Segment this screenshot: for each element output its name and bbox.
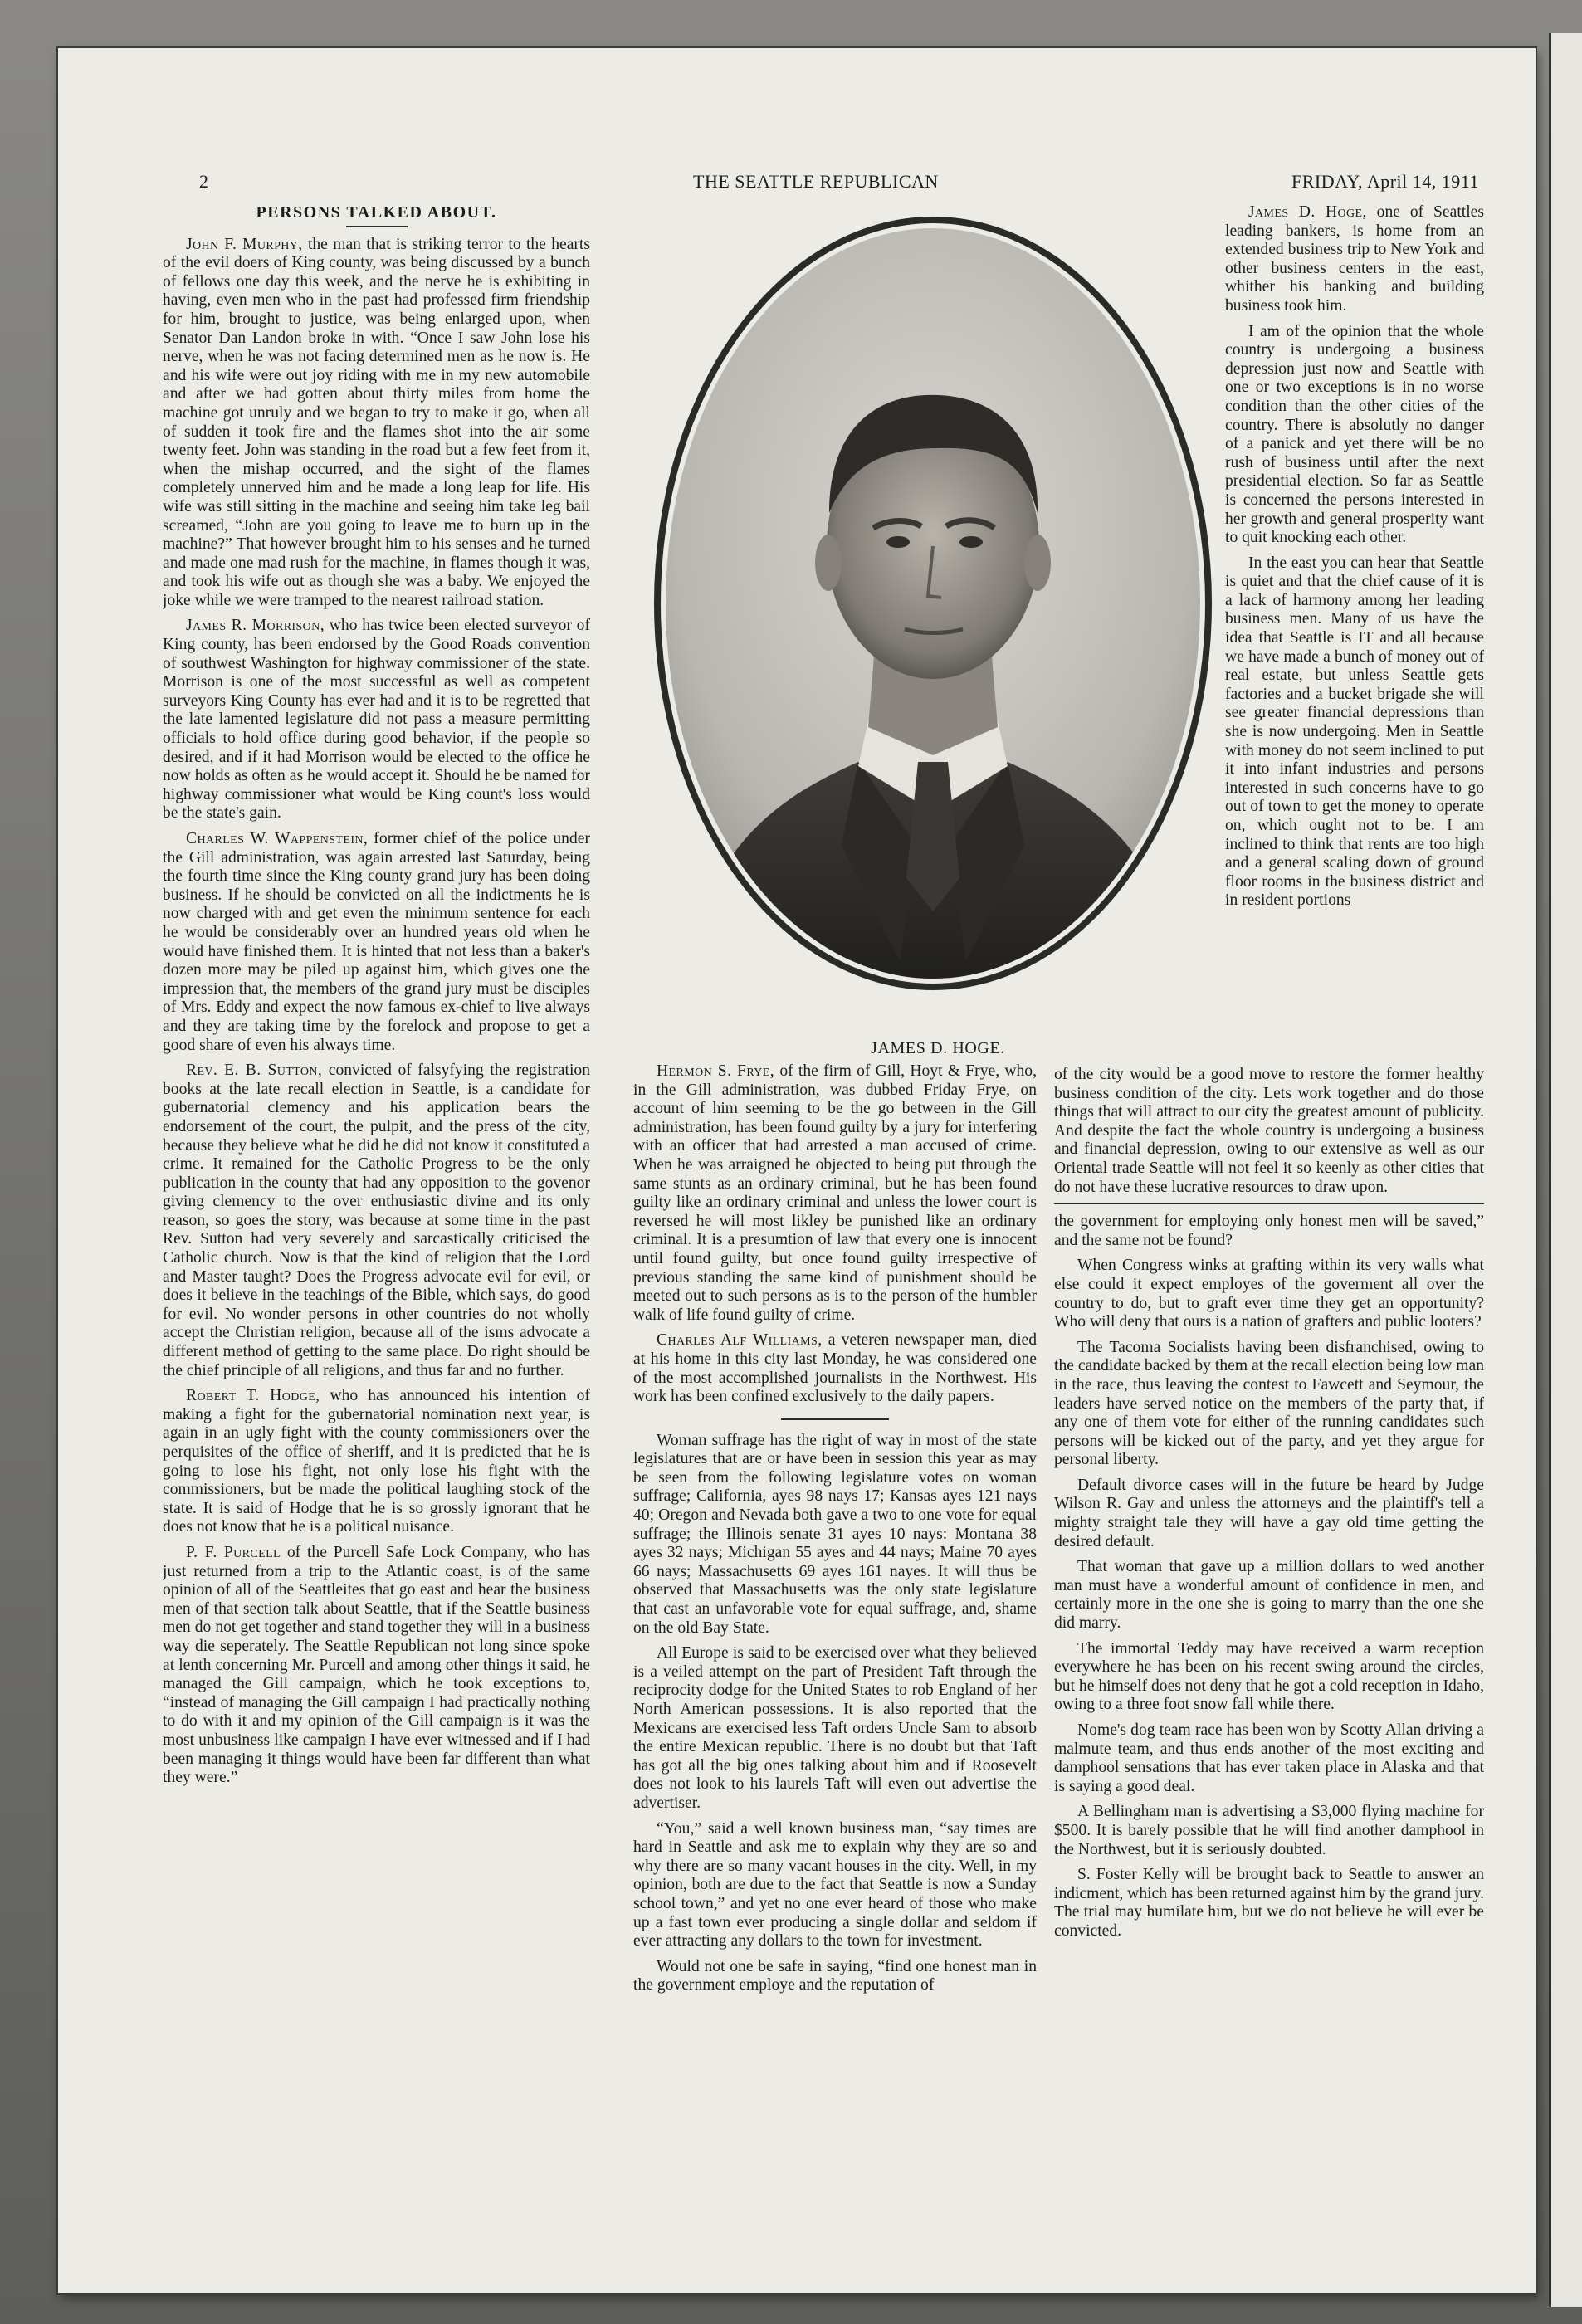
article-congress-grafting: When Congress winks at grafting within its very walls what else could it expect employes of the goverment all over the country to do, but to graft ever time they get an opportunity? Who will deny that ours is a nation of grafters and public looters? [1054,1257,1484,1331]
hoge-quote-1: I am of the opinion that the whole country is undergoing a business depression just now and Seattle with one or two exceptions is in no worse condition than the other cities of the country. There is absolutly no danger of a panick and yet there will be no rush of business until after the next presidential election. So far as Seattle is concerned the persons interested in her growth and general prosperity want to quit knocking each other. [1225,322,1484,547]
issue-date: FRIDAY, April 14, 1911 [1291,171,1479,192]
name-murphy: John F. Murphy, [186,235,303,253]
article-hodge-robert [163,1387,590,1537]
article-teddy: The immortal Teddy may have received a warm reception everywhere he has been on his recent swing around the circles, but he himself does not deny that he got a cold reception in Idaho, owing to a three foot snow fall while there. [1054,1639,1484,1714]
name-frye: Hermon S. Frye, [657,1062,775,1080]
article-honest-man-continued: the government for employing only honest men will be saved,” and the same not be found? [1054,1213,1484,1249]
adjacent-page-edge [1549,33,1582,2307]
article-text: who has twice been elected surveyor of King county, has been endorsed by the Good Roads convention of southwest Washington for highway commissioner of the state. Morrison is one of the most successful as well as competent surveyors King County has ever had and it is to be regretted that the late lamented legislature did not pass a measure permitting officials to hold office during good behavior, if the people so desired, and if it had Morrison would be elected to the office he now holds as often as he would accept it. Should he be named for highway commissioner what would be King count's loss would be the state's gain. [163,617,590,823]
article-james-hoge [1225,203,1484,316]
name-robert-hodge: Robert T. Hodge, [186,1387,320,1405]
article-million-dollars: That woman that gave up a million dollars to wed another man must have a wonderful amount of confidence in men, and certainly more in the one she is going to marry than the one she did marry. [1054,1558,1484,1633]
column-3-upper [1225,203,1484,1071]
article-sutton [163,1062,590,1380]
masthead: THE SEATTLE REPUBLICAN [693,171,939,192]
article-bellingham: A Bellingham man is advertising a $3,000 flying machine for $500. It is barely possible that he will find another damphool in the Northwest, but it is seriously doubted. [1054,1803,1484,1858]
portrait-caption: JAMES D. HOGE. [871,1039,1005,1057]
article-tacoma-socialists: The Tacoma Socialists having been disfranchised, owing to the candidate backed by them at the recall election being low man in the race, thus leaving the contest to Fawcett and Seymour, the leaders have served notice on the members of the party that, if any one of them vote for either of the running candidates such persons will be kicked out of the party, and yet they argue for personal liberty. [1054,1338,1484,1469]
page-number: 2 [199,171,209,192]
article-foster-kelly: S. Foster Kelly will be brought back to Seattle to answer an indicment, which has been returned against him by the grand jury. The trial may humilate him, but we do not believe he will ever be convicted. [1054,1866,1484,1940]
article-europe-taft: All Europe is said to be exercised over what they believed is a veiled attempt on the part of President Taft through the reciprocity dodge for the United States to rob England of her North American possessions. It is also reported that the Mexicans are exercised less Taft orders Uncle Sam to absorb the entire Mexican republic. There is no doubt but that Taft has got all the big ones talking about him and if Roosevelt does not look to his laurels Taft will even out advertise the advertiser. [633,1644,1037,1812]
hoge-quote-2: In the east you can hear that Seattle is quiet and that the chief cause of it is a lack of harmony among her leading business men. Many of us have the idea that Seattle is IT and all because we have made a bunch of money out of real estate, but unless Seattle gets factories and a bucket brigade she will see greater financial depressions than she is now undergoing. Men in Seattle with money do not seem inclined to put it into infant industries and persons interested in such concerns have to go out of town to get the money to operate on, which ought not to be. I am inclined to think that rents are too high and a general scaling down of ground floor rooms in the business district and in resident portions [1225,554,1484,910]
article-text: former chief of the police under the Gill administration, was again arrested last Saturday, being the fourth time since the King county grand jury has been doing business. If he should be convicted on all the indictments he is now charged with and get even the minimum sentence for each he would be considerably over an hundred years old when he would have finished them. It is hinted that not less than a baker's dozen more may be piled up against him, which gives one the impression that, the members of the grand jury must be disciples of Mrs. Eddy and expect the now famous ex-chief to live always and they are taking time by the forelock and propose to get a good share of even his always time. [163,830,590,1054]
article-nome-dog-race: Nome's dog team race has been won by Scotty Allan driving a malmute team, and thus ends another of the most exciting and damphool sensations that has ever taken place in Alaska and that is saying a good deal. [1054,1721,1484,1795]
portrait-james-hoge [651,214,1215,993]
name-williams: Charles Alf Williams, [657,1331,823,1350]
column-3-lower [1054,1066,1484,2170]
article-default-divorce: Default divorce cases will in the future be heard by Judge Wilson R. Gay and unless the attorneys and the plaintiff's tell a mighty straight tale they will have a gay old time getting the desired default. [1054,1476,1484,1550]
column-1 [163,203,590,2166]
article-purcell [163,1544,590,1788]
article-text: a veteren newspaper man, died at his home in this city last Monday, he was considered one of the most accomplished journalists in the Northwest. His work has been confined exclusively to the daily papers. [633,1331,1037,1406]
name-morrison: James R. Morrison, [186,617,325,635]
article-wappenstein [163,830,590,1055]
name-wappenstein: Charles W. Wappenstein, [186,830,369,847]
article-williams [633,1331,1037,1406]
column-2 [633,1062,1037,2158]
article-honest-man: Would not one be safe in saying, “find one honest man in the government employe and the reputation of [633,1957,1037,1994]
name-james-hoge: James D. Hoge, [1248,203,1367,221]
article-sunday-school-town: “You,” said a well known business man, “say times are hard in Seattle and ask me to explain why they are so and why there are so many vacant houses in the city. Well, in my opinion, both are due to the fact that Seattle is now a Sunday school town,” and yet no one ever heard of those who make up a fast town ever producing a single dollar and seldom if ever attracting any dollars to the town for investment. [633,1819,1037,1950]
article-text: of the firm of Gill, Hoyt & Frye, who, in the Gill administration, was dubbed Friday Frye, on account of him seeming to be the go between in the Gill administration, has been found guilty by a jury for interfering with an officer that had arrested a man accused of crime. When he was arraigned he objected to being put through the same stunts as an ordinary criminal, but he has been found guilty like an ordinary criminal and unless the lower court is reversed he will most likley be punished like an ordinary criminal. It is a presumtion of law that every one is innocent until found guilty, but once found guilty irrespective of previous standing the same kind of punishment should be meeted out to such persons as is to the person of the humbler walk of life found guilty of crime. [633,1062,1037,1324]
article-woman-suffrage: Woman suffrage has the right of way in most of the state legislatures that are or have been in session this year as may be seen from the following legislature votes on woman suffrage; California, ayes 98 nays 17; Kansas ayes 121 nays 40; Oregon and Nevada both gave a two to one vote for equal suffrage; the Illinois senate 31 ayes 10 nays: Montana 38 ayes 32 nays; Michigan 55 ayes and 44 nays; Maine 70 ayes 66 nays; Massachusetts 69 ayes 161 nayes. It will thus be observed that Massachusetts was the only state legislature that cast an unfavorable vote for equal suffrage, and, shame on the old Bay State. [633,1431,1037,1637]
article-frye [633,1062,1037,1325]
article-text: one of Seattles leading bankers, is home from an extended business trip to New York and other business centers in the east, whither his banking and building business took him. [1225,203,1484,315]
name-sutton: Rev. E. B. Sutton, [186,1062,323,1080]
name-purcell: P. F. Purcell [186,1543,281,1561]
hoge-quote-continued: of the city would be a good move to restore the former healthy business condition of the city. Lets work together and do those things that will attract to our city the greatest amount of publicity. And despite the fact the whole country is undergoing a business and financial depression, owing to our extensive as well as our Oriental trade Seattle will not feel it so keenly as other cities that do not have these lucrative resources to draw upon. [1054,1066,1484,1196]
article-text: convicted of falsyfying the registration books at the late recall election in Seattle, is a candidate for gubernatorial clemency and his application bears the endorsement of the court, the pulpit, and the press of the city, because they believe what he did he did not know it constituted a crime. It remained for the Catholic Progress to be the only publication in the county that had any opposition to the govenor giving clemency to the over enthusiastic divine and its only reason, so goes the story, was because at some time in the past Rev. Sutton had very severely and sarcastically criticised the Catholic church. Now is that the kind of religion that the Lord and Master taught? Does the Progress advocate evil for evil, or does it believe in the teachings of the Bible, which says, do good for evil. No wonder persons in other countries do not wholly accept the Christian religion, because all of the isms advocate a different method of getting to the same place. Do right should be the chief principle of all religions, and thus far and no further. [163,1062,590,1379]
article-text: of the Purcell Safe Lock Company, who has just returned from a trip to the Atlantic coast, is of the same opinion of all of the Seattleites that go east and hear the business men of that section talk about Seattle, that if the Seattle business men do not get together and stand together they will in a business way die seperately. The Seattle Republican not long since spoke at lenth concerning Mr. Purcell and among other things it said, he managed the Gill campaign, which he took exceptions to, “instead of managing the Gill campaign I had practically nothing to do with it and my opinion of the Gill campaign is it was the most unbusiness like campaign I have ever witnessed and if I had been managing it things would have been far different than what they were.” [163,1543,590,1787]
article-murphy [163,236,590,611]
article-text: the man that is striking terror to the hearts of the evil doers of King county, was being discussed by a bunch of fellows one day this week, and the nerve he is exhibiting in having, even men who in the past had professed firm friendship for him, brought to justice, was being enlarged upon, when Senator Dan Landon broke in with. “Once I saw John lose his nerve, when he was not facing determined men as he now is. He and his wife were out joy riding with me in my new automobile and after we had gotten about thirty miles from home the machine got unruly and we began to try to make it go, when all of sudden it took fire and the flames shot into the air some twenty feet. John was standing in the road but a few feet from it, when the mishap occurred, and the sight of the flames completely unnerved him and he made a long leap for life. His wife was still sitting in the machine and seeing him take leg bail screamed, “John are you going to leave me to burn up in the machine?” That however brought him to his senses and he turned and made one mad rush for the machine, in flames though it was, and took his wife out as though she was a baby. We enjoyed the joke while we were tramped to the nearest railroad station. [163,235,590,609]
article-morrison [163,617,590,823]
title-rule [346,226,408,227]
article-text: who has announced his intention of making a fight for the gubernatorial nomination next year, is again in an ugly fight with the county commissioners over the perquisites of the office of sheriff, and it is predicted that he is going to lose his fight, not only lose his fight with the commissioners, but be made the political laughing stock of the state. It is said of Hodge that he is so grossly ignorant that he does not know that he is a political nuisance. [163,1387,590,1536]
section-rule [781,1418,889,1420]
section-title: PERSONS TALKED ABOUT. [256,203,497,222]
